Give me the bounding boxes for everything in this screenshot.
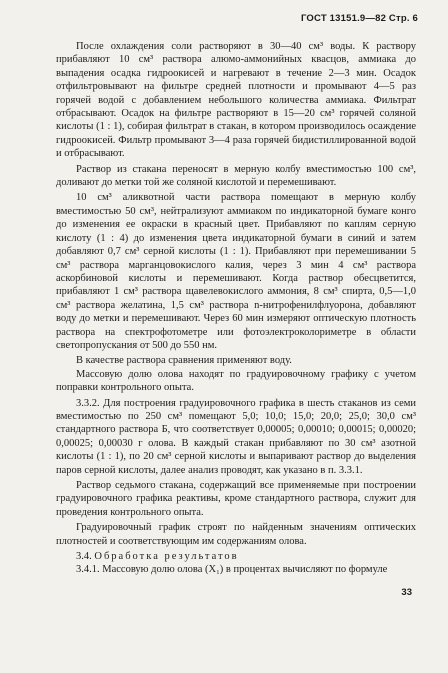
section-number: 3.4. [76,551,92,563]
paragraph-6: 3.3.2. Для построения градуировочного графика в шесть стаканов из семи вместимостью по 250 см³ помещают 5,0; 10,0; 15,0; 20,0; 25,0; 30,0 см³ стандартного раствора Б, что соответствует 0,00005; 0,00010; 0,00015; 0,00020; 0,00025; 0,00030 г олова. В каждый стакан прибавляют по 30 см³ азотной кислоты (1 : 1), по 20 см³ серной кислоты и выпаривают раствор до выделения паров серной кислоты, далее анализ проводят, как указано в п. 3.3.1. [56,397,416,476]
section-title: Обработка результатов [94,551,239,563]
section-heading [56,550,416,563]
paragraph-9: 3.4.1. Массовую долю олова (X₁) в процентах вычисляют по формуле [76,564,388,576]
paragraph-5: Массовую долю олова находят по градуировочному графику с учетом поправки контрольного опыта. [56,368,416,394]
paragraph-8: Градуировочный график строят по найденным значениям оптических плотностей и соответствующим им содержаниям олова. [56,522,416,547]
paragraph-2: Раствор из стакана переносят в мерную колбу вместимостью 100 см³, доливают до метки той же соляной кислотой и перемешивают. [56,163,416,189]
page-header: ГОСТ 13151.9—82 Стр. 6 [300,13,418,24]
page-number: 33 [401,587,412,598]
paragraph-1: После охлаждения соли растворяют в 30—40 см³ воды. К раствору прибавляют 10 см³ раствора алюмо-аммонийных квасцов, аммиака до выпадения осадка гидроокисей и нагревают в течение 2—3 мин. Осадок отфильтровывают на фильтре средней плотности и промывают 4—5 раз горячей водой с добавлением небольшого количества аммиака. Фильтрат отбрасывают. Осадок на фильтре растворяют в 15—20 см³ горячей соляной кислоты (1 : 1), собирая фильтрат в стакан, в котором производилось осаждение гидроокисей. Фильтр промывают 3—4 раза горячей бидистиллированной водой и отбрасывают. [56,41,416,160]
paragraph-4: В качестве раствора сравнения применяют воду. [76,355,292,367]
paragraph-7: Раствор седьмого стакана, содержащий все применяемые при построении градуировочного графика реактивы, кроме стандартного раствора, служит для проведения контрольного опыта. [56,480,416,518]
paragraph-3: 10 см³ аликвотной части раствора помещают в мерную колбу вместимостью 50 см³, нейтрализуют аммиаком по индикаторной бумаге конго до изменения ее окраски в красный цвет. Прибавляют по каплям серную кислоту (1 : 4) до изменения цвета индикаторной бумаги в синий и затем добавляют 0,7 см³ серной кислоты (1 : 1). Прибавляют при перемешивании 5 см³ раствора марганцовокислого калия, через 3 мин 4 см³ раствора аскорбиновой кислоты и перемешивают. Когда раствор обесцветится, прибавляют 1 см³ раствора щавелевокислого аммония, 8 см³ спирта, 0,5—1,0 см³ раствора желатина, 1,5 см³ раствора n-нитрофенилфлуорона, добавляют воду до метки и перемешивают. Через 60 мин измеряют оптическую плотность раствора на спектрофотометре или фотоэлектроколориметре в области светопропускания от 500 до 550 нм. [56,192,416,351]
document-body [56,40,416,577]
